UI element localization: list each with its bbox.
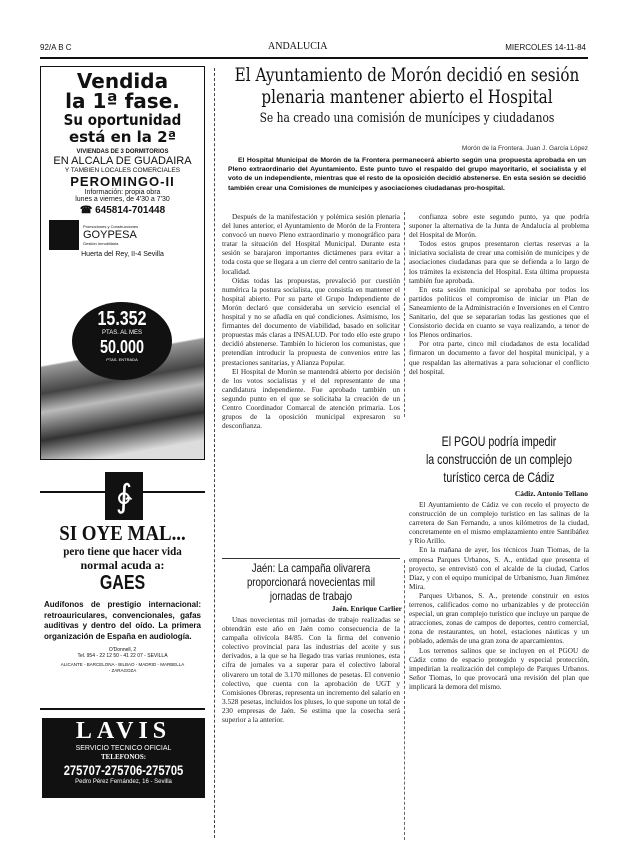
ad-text: Y TAMBIEN LOCALES COMERCIALES	[64, 167, 181, 174]
main-lead: El Hospital Municipal de Morón de la Frontera permanecerá abierto según una propuesta aprobada en un Pleno extraordinario del Ayuntamiento. Este punto tuvo el respaldo del grupo mayoritario, el socialista y el voto de un independiente, mientras que el resto de la oposición decidió abstenerse. En esta sesión se decidió también crear una Comisiones de munícipes y asociaciones ciudadanas pro-hospital.	[228, 157, 586, 192]
ad-text: Audífonos de prestigio internacional: retroauriculares, convencionales, gafas auditivas y dentro del oído. La primera organización de España en audiología.	[44, 600, 201, 641]
paragraph: Unas novecientas mil jornadas de trabajo realizadas se obtendrán este año en Jaén como consecuencia de la campaña olivícola 84/85. Con la firma del convenio colectivo provincial para las industrias del aceite y sus derivados, a la que se ha llegado tras varias reuniones, esta cifra de jornales va a superar para el colectivo laboral olivarero un total de 3.170 millones de pesetas. El convenio colectivo, que cuenta con la aprobación de UGT y Comisiones Obreras, representa un incremento del salario en 3.528 pesetas, incluidos los pluses, lo que supone un total de 230 empresas de Jaén. Se estima que la cosecha será superior a la anterior.	[222, 615, 400, 725]
paragraph: Parques Urbanos, S. A., pretende construir en estos terrenos, calificados como no urbanizables y de protección especial, un gran complejo turístico que incluye un parque de atracciones, zonas de campos de deportes, centro comercial, zona de restaurantes, un hotel, estaciones náuticas y un poblado, además de una gran zona de aparcamientos.	[409, 590, 589, 646]
pgou-body	[409, 500, 589, 840]
jaen-body	[222, 615, 400, 840]
header-rule	[40, 57, 588, 59]
peromingo-ad	[40, 66, 205, 306]
paragraph: Oídas todas las propuestas, prevaleció por cuestión numérica la postura socialista, que consistía en mantener el hospital abierto. Por su parte el Grupo Independiente de Morón declaró que consideraba un servicio esencial el hospital y no se añadía en qué condiciones. Asimismo, los firmantes del documento de viabilidad, basado en solicitar propuestas más claras a INSALUD. Por todo ello este grupo decidió abstenerse. También lo hicieron los comunistas, que pretendían introducir la propuesta de convenios entre las prestaciones sanitarias, y Alianza Popular.	[222, 275, 400, 367]
ad-rule	[40, 708, 205, 710]
jaen-byline: Jaén. Enrique Carlier	[331, 604, 402, 613]
column-divider	[404, 212, 405, 417]
pgou-byline: Cádiz. Antonio Tellano	[514, 489, 588, 498]
ad-text: Vendida	[76, 69, 169, 93]
paragraph: confianza sobre este segundo punto, ya que podría suponer la alternativa de la Junta de Andalucía al problema del Hospital de Morón.	[409, 212, 589, 240]
ad-text: la 1ª fase.	[65, 89, 180, 113]
paragraph: Los terrenos salinos que se incluyen en el PGOU de Cádiz como de espacio protegido y especial protección, impedirían la realización del complejo de Parques Urbanos. Señor Tiomas, lo que provocará una revisión del plan que implicará la demora del mismo.	[409, 645, 589, 691]
ad-brand: PEROMINGO-II	[70, 174, 175, 189]
main-subtitle: Se ha creado una comisión de munícipes y ciudadanos	[259, 111, 555, 126]
ad-address: Pedro Pérez Fernández, 16 - Sevilla	[75, 779, 172, 785]
paragraph: Por otra parte, cinco mil ciudadanos de esta localidad firmaron un documento a favor del hospital municipal, y a que respaldan las alternativas a para solucionar el conflicto del hospital.	[409, 339, 589, 376]
jaen-headline	[219, 561, 403, 603]
gaes-ad	[40, 522, 205, 673]
main-body-col1	[222, 212, 400, 557]
headline-line: El PGOU podría impedir	[441, 433, 557, 449]
paragraph: El Ayuntamiento de Cádiz ve con recelo el proyecto de construcción de un complejo turístico en las salinas de la carretera de San Fernando, a unos kilómetros de la ciudad, concretamente en el mismo emplazamiento entre Santibáñez y Río Arillo.	[409, 500, 589, 546]
ad-price: 15.352	[97, 308, 147, 330]
ad-text: EN ALCALA DE GUADAIRA	[53, 155, 192, 167]
ad-text: TELEFONOS:	[100, 753, 147, 761]
column-divider	[404, 560, 405, 840]
ad-address: Huerta del Rey, II-4 Sevilla	[81, 251, 164, 258]
ad-text: pero tiene que hacer vida	[63, 544, 182, 558]
ad-text: PTAS. AL MES	[101, 330, 142, 336]
separator	[222, 558, 400, 559]
paragraph: En la mañana de ayer, los técnicos Juan Tiomas, de la empresa Parques Urbanos, S. A., entidad que presenta el proyecto, se entrevistó con el alcalde de la ciudad, Carlos Díaz, y con el equipo municipal de Urbanismo, Juan Jiménez Mira.	[409, 545, 589, 591]
section-title: ANDALUCIA	[268, 41, 328, 52]
ad-brand: GAES	[99, 572, 146, 594]
headline-line: Jaén: La campaña olivarera	[251, 561, 371, 575]
ad-text: SERVICIO TECNICO OFICIAL	[75, 745, 172, 752]
page-number: 92/A B C	[40, 43, 72, 52]
main-headline	[191, 64, 620, 108]
paragraph: Después de la manifestación y polémica sesión plenaria del lunes anterior, el Ayuntamiento de Morón de la Frontera convocó un nuevo Pleno extraordinario y monográfico para tratar la situación del Hospital Municipal. Durante esta sesión se barajaron importantes dictámenes para evitar a toda costa que se llegara a un cierre del centro sanitario de la localidad.	[222, 212, 400, 276]
ad-brand: LAVIS	[75, 718, 172, 744]
ad-text: SI OYE MAL...	[59, 521, 186, 545]
ad-text: Gestión Inmobiliaria	[83, 241, 119, 246]
ad-text: Promociones y Construcciones	[83, 224, 139, 229]
ad-text: Su oportunidad	[63, 111, 182, 129]
ad-text: lunes a viernes, de 4'30 a 7'30	[75, 196, 170, 203]
column-divider	[214, 68, 215, 838]
ad-text: PTAS. ENTRADA	[106, 357, 138, 362]
ad-text: VIVIENDAS DE 3 DORMITORIOS	[76, 149, 169, 155]
ad-text: normal acuda a:	[80, 558, 165, 572]
ad-text: está en la 2ª	[68, 128, 177, 146]
main-byline: Morón de la Frontera. Juan J. García López	[461, 145, 588, 152]
ad-price: 50.000	[99, 337, 145, 357]
pgou-headline	[408, 432, 590, 486]
ad-phone: ☎ 645814-701448	[79, 205, 166, 216]
goypesa-logo-icon	[49, 220, 79, 250]
headline-line: turístico cerca de Cádiz	[443, 469, 555, 485]
lavis-ad	[42, 718, 205, 798]
headline-line: El Ayuntamiento de Morón decidió en sesión	[234, 64, 580, 86]
headline-line: proporcionará novecientas mil	[246, 575, 376, 589]
headline-line: plenaria mantener abierto el Hospital	[261, 86, 553, 108]
ad-address: ALICANTE - BARCELONA - BILBAO - MADRID - MARBELLA - ZARAGOZA	[60, 662, 185, 673]
headline-line: jornadas de trabajo	[269, 589, 353, 603]
ad-brand: GOYPESA	[83, 229, 137, 241]
ear-icon: ∳	[105, 472, 143, 520]
headline-line: la construcción de un complejo	[425, 451, 573, 467]
issue-date: MIERCOLES 14-11-84	[505, 43, 586, 52]
ad-text: Información: propia obra	[84, 189, 161, 196]
ad-address: Tel. 954 - 22 12 50 - 41 22 07 - SEVILLA	[77, 653, 168, 659]
ad-address: O'Donnell, 2	[108, 647, 137, 653]
main-body-col2	[409, 212, 589, 417]
paragraph: Todos estos grupos presentaron ciertas reservas a la iniciativa socialista de crear una comisión de munícipes y de asociaciones ciudadanas para que se defienda a lo largo de los trámites la existencia del Hospital. Esta última propuesta también fue aprobada.	[409, 239, 589, 285]
price-circle	[72, 302, 172, 380]
ad-phone: 275707-275706-275705	[63, 762, 184, 778]
paragraph: El Hospital de Morón se mantendrá abierto por decisión de los votos socialistas y el del representante de una candidatura independiente. Fue aprobado también un segundo punto en el que se solicitaba la creación de un Centro Coordinador Comarcal de atención primaria. Los grupos de la oposición municipal expresaron su desconfianza.	[222, 366, 400, 431]
paragraph: En esta sesión municipal se aprobaba por todos los partidos políticos el compromiso de iniciar un Plan de Saneamiento de la Administración e Inversiones en el Centro Sanitario, del que se separarían todas las gestiones que el Consistorio decida en cuanto se vaya realizando, a tenor de los Plenos ordinarios.	[409, 284, 589, 340]
